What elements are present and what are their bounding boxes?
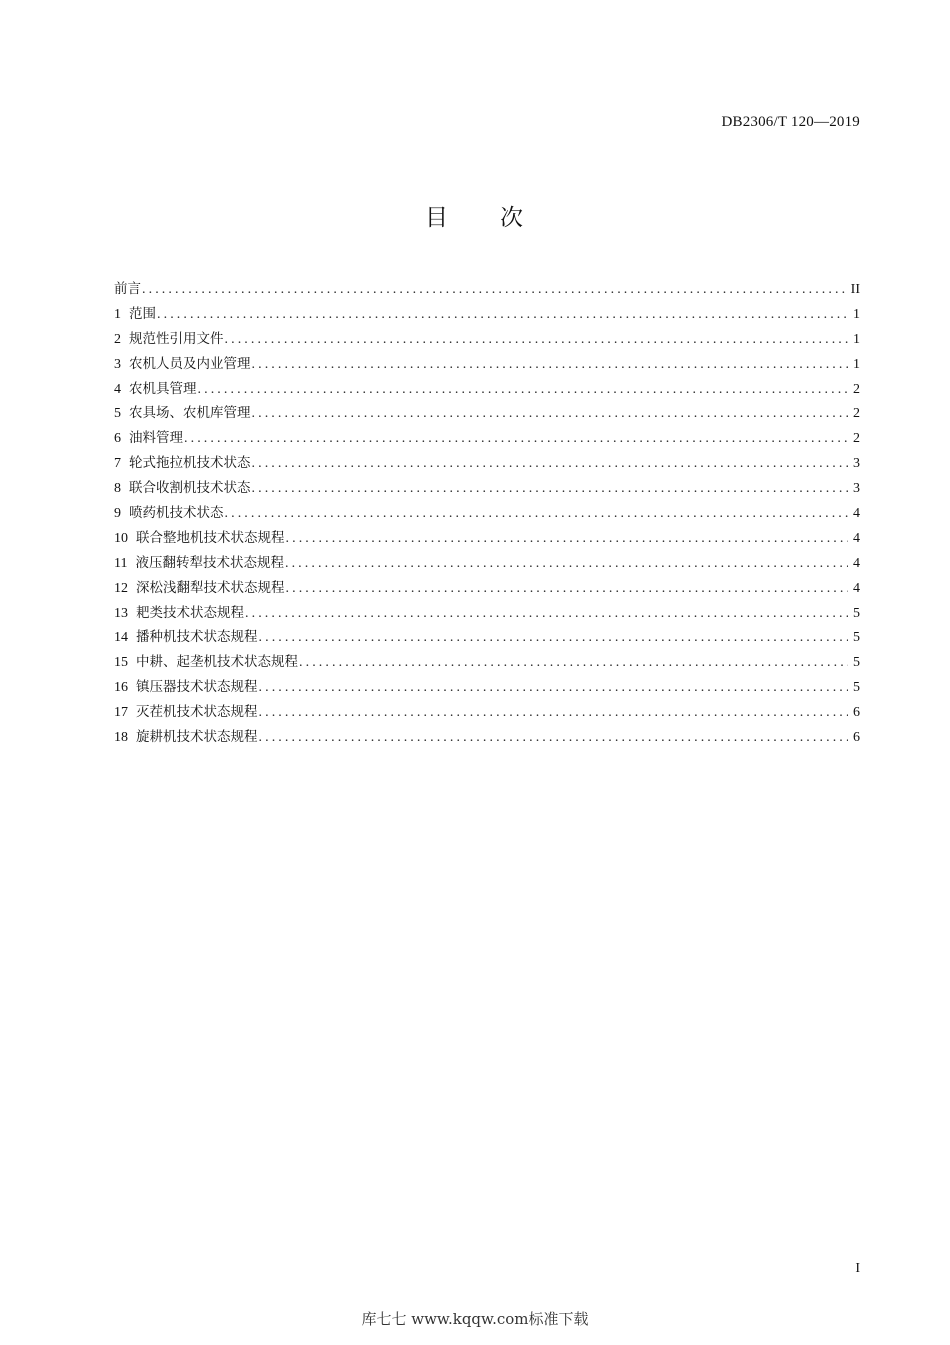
toc-title-right: 次 (500, 205, 525, 231)
toc-entry-label: 播种机技术状态规程 (136, 629, 258, 646)
toc-dot-leader (245, 606, 848, 622)
toc-entry[interactable] (114, 551, 860, 576)
toc-dot-leader (198, 382, 849, 398)
toc-dot-leader (184, 431, 848, 447)
toc-entry-page: 2 (853, 431, 860, 447)
toc-entry[interactable] (114, 601, 860, 626)
toc-entry[interactable] (114, 675, 860, 700)
toc-dot-leader (259, 630, 849, 646)
toc-entry-label: 联合收割机技术状态 (129, 480, 251, 497)
toc-entry-label: 农机人员及内业管理 (129, 355, 251, 372)
toc-entry[interactable] (114, 650, 860, 675)
toc-dot-leader (285, 556, 848, 572)
toc-dot-leader (142, 282, 847, 298)
toc-entry[interactable] (114, 576, 860, 601)
toc-entry-label: 灭茬机技术状态规程 (136, 704, 258, 721)
toc-title (0, 199, 950, 232)
toc-entry[interactable] (114, 725, 860, 750)
toc-entry-label: 喷药机技术状态 (129, 505, 224, 522)
toc-entry[interactable] (114, 700, 860, 725)
toc-dot-leader (252, 456, 849, 472)
toc-entry-page: 5 (853, 680, 860, 696)
toc-entry-page: 6 (853, 705, 860, 721)
toc-dot-leader (259, 680, 849, 696)
toc-dot-leader (299, 655, 848, 671)
toc-entry-page: 2 (853, 381, 860, 397)
toc-entry-page: II (850, 282, 860, 297)
toc-entry-number: 17 (114, 705, 128, 721)
toc-entry-label: 范围 (129, 305, 156, 322)
page-number: I (855, 1261, 860, 1276)
toc-entry-number: 9 (114, 506, 121, 522)
toc-entry-number: 18 (114, 730, 128, 746)
toc-entry-page: 1 (853, 306, 860, 322)
site-watermark: 库七七 www.kqqw.com标准下载 (361, 1310, 589, 1328)
table-of-contents (114, 277, 860, 750)
toc-entry-label: 镇压器技术状态规程 (136, 679, 258, 696)
toc-entry-label: 农具场、农机库管理 (129, 405, 251, 422)
toc-entry-label: 旋耕机技术状态规程 (136, 729, 258, 746)
toc-entry-page: 4 (853, 506, 860, 522)
toc-entry-label: 耙类技术状态规程 (136, 604, 244, 621)
toc-dot-leader (225, 506, 849, 522)
toc-entry[interactable] (114, 526, 860, 551)
toc-entry-number: 7 (114, 456, 121, 472)
toc-entry-number: 12 (114, 580, 128, 596)
toc-dot-leader (157, 307, 848, 323)
toc-entry-number: 14 (114, 630, 128, 646)
toc-dot-leader (252, 406, 849, 422)
toc-entry-page: 4 (853, 580, 860, 596)
toc-entry-number: 3 (114, 356, 121, 372)
toc-entry-page: 6 (853, 730, 860, 746)
toc-dot-leader (286, 581, 849, 597)
toc-entry-page: 5 (853, 655, 860, 671)
toc-entry[interactable] (114, 277, 860, 302)
toc-entry-number: 4 (114, 381, 121, 397)
toc-entry-page: 5 (853, 630, 860, 646)
toc-entry-label: 液压翻转犁技术状态规程 (135, 554, 284, 571)
toc-entry-page: 3 (853, 481, 860, 497)
toc-entry-number: 15 (114, 655, 128, 671)
toc-entry-page: 1 (853, 356, 860, 372)
toc-entry-page: 2 (853, 406, 860, 422)
toc-entry[interactable] (114, 352, 860, 377)
toc-entry-number: 11 (114, 555, 128, 571)
toc-entry-label: 油料管理 (129, 430, 183, 447)
toc-entry-number: 16 (114, 680, 128, 696)
toc-entry-label: 轮式拖拉机技术状态 (129, 455, 251, 472)
toc-dot-leader (252, 481, 849, 497)
toc-entry-page: 3 (853, 456, 860, 472)
toc-entry[interactable] (114, 501, 860, 526)
toc-entry-page: 1 (853, 331, 860, 347)
toc-entry-page: 5 (853, 605, 860, 621)
toc-dot-leader (286, 531, 849, 547)
toc-dot-leader (252, 357, 849, 373)
standard-code: DB2306/T 120—2019 (721, 114, 860, 130)
toc-entry-number: 6 (114, 431, 121, 447)
toc-entry-page: 4 (853, 555, 860, 571)
toc-entry-label: 深松浅翻犁技术状态规程 (136, 579, 285, 596)
toc-entry-number: 8 (114, 481, 121, 497)
toc-entry[interactable] (114, 401, 860, 426)
toc-entry-label: 前言 (114, 281, 141, 297)
toc-entry-label: 联合整地机技术状态规程 (136, 529, 285, 546)
toc-entry[interactable] (114, 302, 860, 327)
toc-dot-leader (225, 332, 849, 348)
toc-dot-leader (259, 730, 849, 746)
toc-entry[interactable] (114, 476, 860, 501)
toc-entry[interactable] (114, 426, 860, 451)
toc-entry-label: 农机具管理 (129, 380, 197, 397)
toc-dot-leader (259, 705, 849, 721)
toc-entry-number: 2 (114, 331, 121, 347)
toc-entry-number: 10 (114, 530, 128, 546)
toc-entry-number: 5 (114, 406, 121, 422)
toc-entry-page: 4 (853, 530, 860, 546)
toc-entry[interactable] (114, 451, 860, 476)
toc-entry-number: 1 (114, 306, 121, 322)
toc-entry[interactable] (114, 327, 860, 352)
toc-title-left: 目 (425, 205, 450, 231)
toc-entry-number: 13 (114, 605, 128, 621)
toc-entry[interactable] (114, 377, 860, 402)
toc-entry-label: 规范性引用文件 (129, 330, 224, 347)
toc-entry-label: 中耕、起垄机技术状态规程 (136, 654, 298, 671)
toc-entry[interactable] (114, 625, 860, 650)
